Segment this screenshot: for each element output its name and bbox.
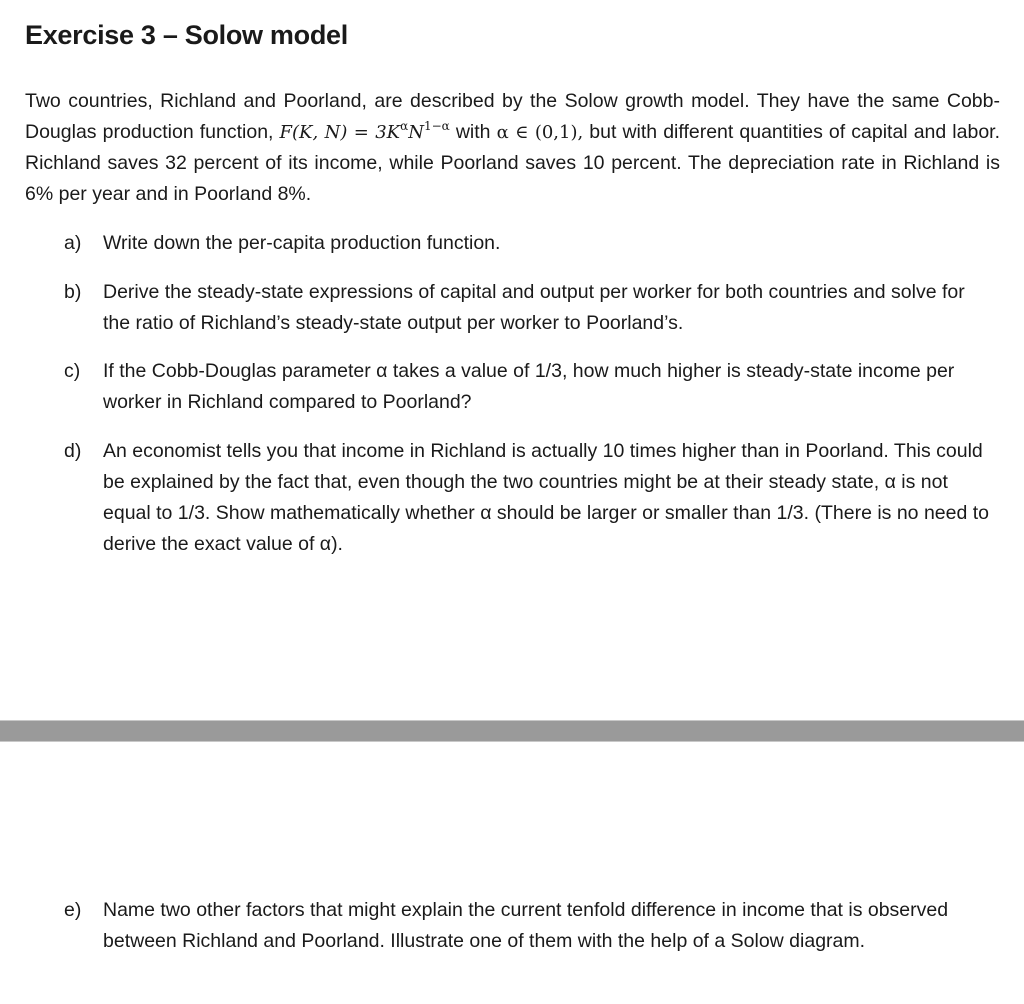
production-function-formula: F(K, $N) = 3K^\alpha N^{1-\alpha}$ <box>279 118 450 143</box>
with-text: with <box>449 120 497 143</box>
page-divider <box>0 720 1024 742</box>
question-letter: d) <box>64 440 82 462</box>
intro-text-2: but with different quantities of capital and labor. Richland saves 32 percent of its income, while Poorland saves 10 percent. The depreciation rate in Richland is 6% per year and in Poorland 8%. <box>25 120 1001 206</box>
question-text: If the Cobb-Douglas parameter α takes a value of 1/3, how much higher is steady-state income per worker in Richland compared to Poorland? <box>103 360 955 413</box>
question-letter: c) <box>64 360 81 382</box>
question-b <box>64 277 994 339</box>
question-letter: a) <box>64 232 82 254</box>
question-a <box>64 228 994 259</box>
intro-paragraph <box>25 86 1000 210</box>
question-c <box>64 356 994 418</box>
question-letter: e) <box>64 899 82 921</box>
question-text: Derive the steady-state expressions of capital and output per worker for both countries and solve for the ratio of Richland’s steady-state output per worker to Poorland’s. <box>103 281 965 334</box>
intro-text-1: Two countries, Richland and Poorland, are described by the Solow growth model. They have the same Cobb-Douglas production function, <box>25 90 1000 143</box>
exercise-title: Exercise 3 – Solow model <box>25 20 348 50</box>
question-text: An economist tells you that income in Richland is actually 10 times higher than in Poorland. This could be explained by the fact that, even though the two countries might be at their steady state, α is not equal to 1/3. Show mathematically whether α should be larger or smaller than 1/3. (There is no need to derive the exact value of α). <box>103 440 990 555</box>
question-e <box>64 895 994 957</box>
question-text: Write down the per-capita production function. <box>103 232 501 254</box>
alpha-range-formula: α ∈ (0,1), <box>496 121 584 143</box>
question-d <box>64 436 994 560</box>
question-text: Name two other factors that might explain the current tenfold difference in income that is observed between Richland and Poorland. Illustrate one of them with the help of a Solow diagram. <box>103 899 949 952</box>
question-letter: b) <box>64 281 82 303</box>
